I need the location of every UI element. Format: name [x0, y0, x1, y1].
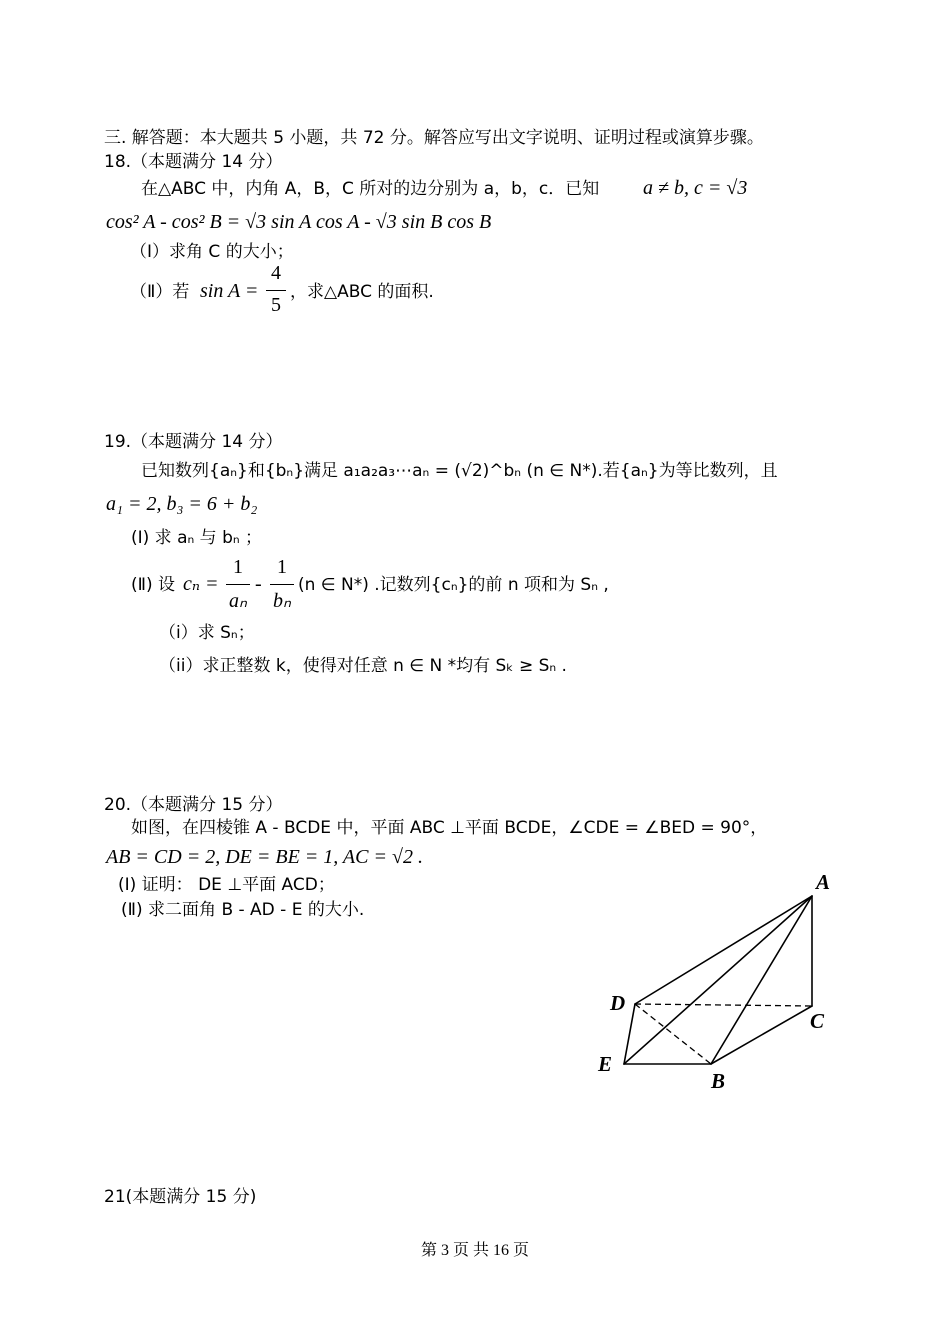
q19-sub-i: （i）求 Sₙ； [159, 623, 255, 643]
q19-part2-minus: - [255, 573, 262, 595]
q20-line2: AB = CD = 2, DE = BE = 1, AC = √2 . [106, 846, 423, 868]
vertex-label-B: B [711, 1069, 726, 1093]
q18-fraction-denominator: 5 [271, 294, 281, 316]
q18-line1-math: a ≠ b, c = √3 [643, 177, 748, 199]
edge-AB [711, 896, 812, 1064]
q18-part2-math: sin A = [200, 280, 259, 302]
q19-line1: 已知数列{aₙ}和{bₙ}满足 a₁a₂a₃⋯aₙ = (√2)^bₙ (n ∈ N*).若{aₙ}为等比数列，且 [141, 461, 778, 481]
q19-part2-c: cₙ = [183, 573, 219, 595]
vertex-label-D: D [610, 991, 626, 1015]
q19-fraction-b-denominator: bₙ [273, 590, 291, 612]
q18-part2-suffix: ，求△ABC 的面积. [290, 282, 434, 302]
edge-AD [635, 896, 812, 1004]
q21-heading: 21(本题满分 15 分) [104, 1187, 257, 1207]
q19-fraction-a-denominator: aₙ [229, 590, 247, 612]
q18-part2-prefix: （Ⅱ）若 [130, 282, 190, 302]
pyramid-figure [590, 862, 850, 1102]
q20-part1: (I) 证明： DE ⊥平面 ACD； [118, 875, 335, 895]
q18-line2-math: cos² A - cos² B = √3 sin A cos A - √3 sin B cos B [106, 211, 492, 233]
q19-line2: a₁ = 2, b₃ = 6 + b₂ [106, 493, 258, 515]
q20-line1: 如图，在四棱锥 A - BCDE 中，平面 ABC ⊥平面 BCDE，∠CDE = ∠BED = 90°， [131, 818, 768, 838]
q19-part2-prefix: (Ⅱ) 设 [131, 575, 176, 595]
q19-fraction-b-bar [270, 584, 294, 585]
q18-heading: 18.（本题满分 14 分） [104, 152, 283, 172]
q19-fraction-a-numerator: 1 [233, 556, 243, 578]
page-footer: 第 3 页 共 16 页 [420, 1242, 529, 1259]
vertex-label-C: C [810, 1009, 825, 1033]
q19-fraction-b-numerator: 1 [277, 556, 287, 578]
vertex-label-E: E [598, 1052, 613, 1076]
q19-fraction-a-bar [226, 584, 250, 585]
q18-fraction [266, 262, 286, 320]
edge-BC [711, 1006, 812, 1064]
q19-heading: 19.（本题满分 14 分） [104, 432, 283, 452]
edge-AE [624, 896, 812, 1064]
edge-DC-hidden [635, 1004, 812, 1006]
q19-part1: (I) 求 aₙ 与 bₙ ； [131, 528, 263, 548]
q20-heading: 20.（本题满分 15 分） [104, 795, 283, 815]
q18-fraction-bar [266, 290, 286, 291]
edge-DB-hidden [635, 1004, 711, 1064]
q19-part2-suffix: (n ∈ N*) .记数列{cₙ}的前 n 项和为 Sₙ , [298, 575, 609, 595]
q19-sub-ii: （ii）求正整数 k，使得对任意 n ∈ N *均有 Sₖ ≥ Sₙ . [159, 656, 567, 676]
q18-fraction-numerator: 4 [271, 262, 281, 284]
q18-part1: （Ⅰ）求角 C 的大小； [130, 242, 294, 262]
vertex-label-A: A [816, 870, 831, 894]
section-header: 三. 解答题：本大题共 5 小题，共 72 分。解答应写出文字说明、证明过程或演算步骤。 [104, 128, 764, 148]
q18-line1-text: 在△ABC 中，内角 A，B，C 所对的边分别为 a，b，c．已知 [141, 179, 600, 199]
q20-part2: (Ⅱ) 求二面角 B - AD - E 的大小. [121, 900, 365, 920]
q19-fraction-a [226, 556, 250, 614]
q19-fraction-b [270, 556, 294, 614]
